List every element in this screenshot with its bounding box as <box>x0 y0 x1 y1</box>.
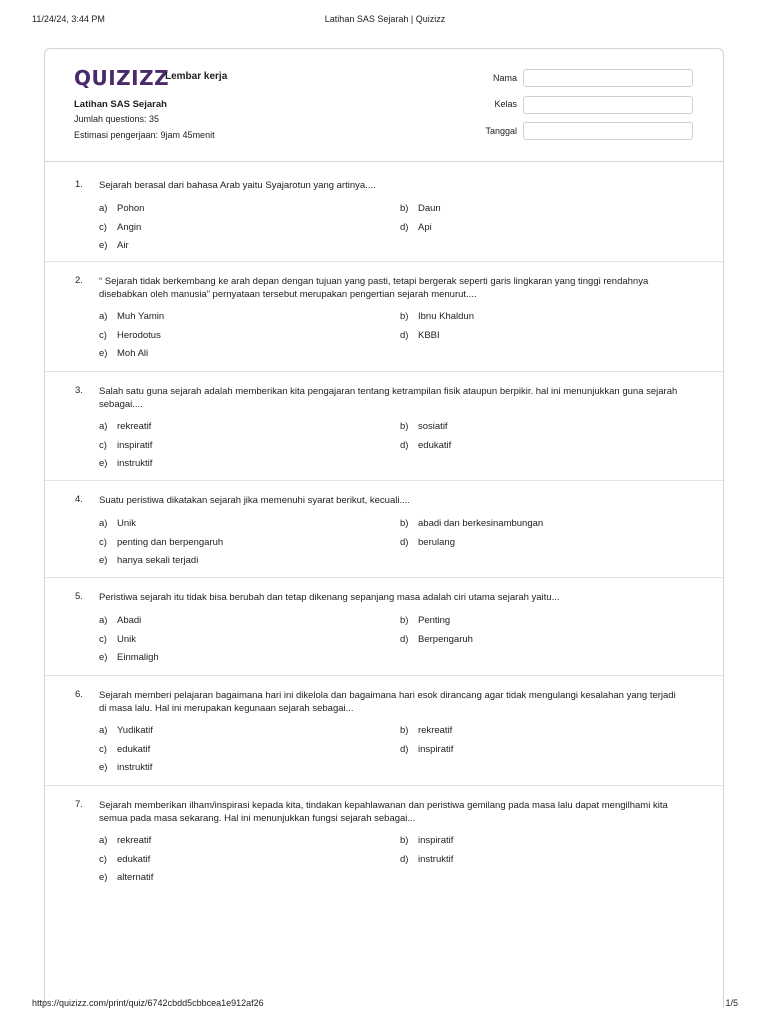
option-letter: d) <box>400 633 409 645</box>
worksheet-label: Lembar kerja <box>165 71 228 82</box>
question-text: Sejarah berasal dari bahasa Arab yaitu Syajarotun yang artinya.... <box>99 180 376 191</box>
option-letter: c) <box>99 329 107 341</box>
answer-option <box>99 203 144 214</box>
option-text: Api <box>418 221 432 233</box>
question-number: 3. <box>75 385 83 396</box>
answer-option <box>99 518 136 529</box>
answer-option <box>99 330 161 341</box>
option-letter: c) <box>99 536 107 548</box>
answer-option <box>99 421 151 432</box>
print-timestamp: 11/24/24, 3:44 PM <box>32 14 105 24</box>
answer-option <box>400 518 543 529</box>
question-text: Peristiwa sejarah itu tidak bisa berubah dan tetap dikenang sepanjang masa adalah ciri utama sejarah yaitu... <box>99 592 560 603</box>
answer-option <box>400 311 474 322</box>
option-letter: e) <box>99 348 108 359</box>
print-page-title: Latihan SAS Sejarah | Quizizz <box>324 14 446 24</box>
question-number: 5. <box>75 591 83 602</box>
option-text: rekreatif <box>418 725 453 736</box>
option-letter: e) <box>99 240 108 251</box>
option-letter: d) <box>400 221 409 233</box>
option-text: Unik <box>117 518 137 529</box>
answer-option <box>99 835 151 846</box>
answer-option <box>99 348 148 359</box>
option-letter: e) <box>99 458 108 469</box>
option-letter: b) <box>400 615 409 626</box>
option-letter: e) <box>99 762 108 773</box>
answer-option <box>400 634 473 645</box>
option-text: Herodotus <box>117 329 161 341</box>
option-letter: a) <box>99 421 108 432</box>
question-number: 1. <box>75 179 83 190</box>
question-text: “ Sejarah tidak berkembang ke arah depan dengan tujuan yang pasti, tetapi bergerak seperti garis lingkaran yang tinggi rendahnya disebabkan oleh manusia” pernyataan tersebut merupakan pengertian sejarah menurut.... <box>99 276 649 300</box>
option-letter: a) <box>99 725 108 736</box>
answer-option <box>99 872 153 883</box>
answer-option <box>400 203 441 214</box>
option-text: inspiratif <box>117 439 153 451</box>
option-letter: c) <box>99 853 107 865</box>
option-letter: b) <box>400 835 409 846</box>
answer-option <box>400 744 453 755</box>
option-letter: b) <box>400 725 409 736</box>
worksheet <box>44 48 724 1008</box>
option-letter: e) <box>99 872 108 883</box>
question-number: 2. <box>75 275 83 286</box>
option-letter: b) <box>400 203 409 214</box>
question-divider <box>45 577 723 578</box>
answer-option <box>99 440 152 451</box>
option-text: KBBI <box>418 329 440 341</box>
question-number: 6. <box>75 689 83 700</box>
option-letter: c) <box>99 633 107 645</box>
option-letter: c) <box>99 221 107 233</box>
option-text: Moh Ali <box>117 348 149 359</box>
option-letter: c) <box>99 439 107 451</box>
option-text: rekreatif <box>117 421 152 432</box>
answer-option <box>400 421 448 432</box>
answer-option <box>99 634 136 645</box>
option-text: penting dan berpengaruh <box>117 536 224 548</box>
option-letter: b) <box>400 311 409 322</box>
time-estimate: Estimasi pengerjaan: 9jam 45menit <box>74 130 215 140</box>
option-text: rekreatif <box>117 835 152 846</box>
option-text: inspiratif <box>418 835 454 846</box>
option-letter: c) <box>99 743 107 755</box>
quiz-title: Latihan SAS Sejarah <box>74 99 167 110</box>
option-text: edukatif <box>418 439 452 451</box>
question-divider <box>45 785 723 786</box>
option-text: edukatif <box>117 853 151 865</box>
question-divider <box>45 261 723 262</box>
answer-option <box>400 222 432 233</box>
page-number: 1/5 <box>725 998 738 1008</box>
date-label: Tanggal <box>485 126 517 136</box>
option-letter: a) <box>99 518 108 529</box>
option-letter: a) <box>99 615 108 626</box>
question-divider <box>45 675 723 676</box>
option-letter: a) <box>99 203 108 214</box>
option-letter: d) <box>400 853 409 865</box>
question-number: 4. <box>75 494 83 505</box>
option-text: hanya sekali terjadi <box>117 555 199 566</box>
print-url: https://quizizz.com/print/quiz/6742cbdd5cbbcea1e912af26 <box>32 998 264 1008</box>
question-text: Sejarah memberikan ilham/inspirasi kepada kita, tindakan kepahlawanan dan peristiwa gemilang pada masa lalu dapat mengilhami kita semua pada masa sekarang. Hal ini menunjukkan fungsi sejarah sebagai... <box>99 800 668 824</box>
option-letter: b) <box>400 518 409 529</box>
option-text: alternatif <box>117 872 154 883</box>
answer-option <box>99 744 150 755</box>
answer-option <box>400 537 455 548</box>
answer-option <box>99 458 152 469</box>
class-field[interactable] <box>523 96 693 114</box>
answer-option <box>400 835 453 846</box>
option-text: Daun <box>418 203 441 214</box>
answer-option <box>99 652 159 663</box>
answer-option <box>400 725 452 736</box>
option-letter: a) <box>99 835 108 846</box>
option-letter: e) <box>99 555 108 566</box>
answer-option <box>99 854 150 865</box>
option-text: instruktif <box>117 762 153 773</box>
answer-option <box>400 615 450 626</box>
question-divider <box>45 480 723 481</box>
option-text: Unik <box>117 633 137 645</box>
option-text: edukatif <box>117 743 151 755</box>
option-text: Yudikatif <box>117 725 153 736</box>
answer-option <box>99 311 164 322</box>
option-text: Penting <box>418 615 451 626</box>
option-text: Einmaligh <box>117 652 159 663</box>
option-text: Abadi <box>117 615 142 626</box>
question-text: Salah satu guna sejarah adalah memberikan kita pengajaran tentang ketrampilan fisik ataupun berpikir. hal ini menunjukkan guna sejarah sebagai.... <box>99 386 678 410</box>
class-label: Kelas <box>494 99 517 109</box>
option-letter: d) <box>400 439 409 451</box>
question-text: Sejarah memberi pelajaran bagaimana hari ini dikelola dan bagaimana hari esok dirancang agar tidak mengulangi kesalahan yang terjadi di masa lalu. Hal ini merupakan kegunaan sejarah sebagai... <box>99 690 676 714</box>
answer-option <box>99 240 129 251</box>
answer-option <box>99 537 223 548</box>
answer-option <box>400 330 440 341</box>
answer-option <box>99 725 153 736</box>
answer-option <box>99 615 141 626</box>
option-text: instruktif <box>117 458 153 469</box>
answer-option <box>99 222 141 233</box>
question-count: Jumlah questions: 35 <box>74 114 160 124</box>
option-text: instruktif <box>418 853 454 865</box>
question-divider <box>45 371 723 372</box>
date-field[interactable] <box>523 122 693 140</box>
question-number: 7. <box>75 799 83 810</box>
option-text: Angin <box>117 221 142 233</box>
quizizz-logo: QUIZIZZ <box>74 66 170 90</box>
option-letter: d) <box>400 536 409 548</box>
answer-option <box>400 440 451 451</box>
name-label: Nama <box>492 73 517 83</box>
option-letter: d) <box>400 743 409 755</box>
name-field[interactable] <box>523 69 693 87</box>
option-text: Muh Yamin <box>117 311 165 322</box>
answer-option <box>99 762 152 773</box>
option-text: Pohon <box>117 203 145 214</box>
option-letter: d) <box>400 329 409 341</box>
option-text: Ibnu Khaldun <box>418 311 474 322</box>
question-text: Suatu peristiwa dikatakan sejarah jika memenuhi syarat berikut, kecuali.... <box>99 495 411 506</box>
option-letter: b) <box>400 421 409 432</box>
answer-option <box>99 555 198 566</box>
option-text: inspiratif <box>418 743 454 755</box>
option-text: sosiatif <box>418 421 448 432</box>
option-letter: a) <box>99 311 108 322</box>
option-text: berulang <box>418 536 455 548</box>
option-text: abadi dan berkesinambungan <box>418 518 544 529</box>
option-text: Air <box>117 240 129 251</box>
option-letter: e) <box>99 652 108 663</box>
worksheet-header <box>45 49 723 162</box>
answer-option <box>400 854 453 865</box>
option-text: Berpengaruh <box>418 633 473 645</box>
